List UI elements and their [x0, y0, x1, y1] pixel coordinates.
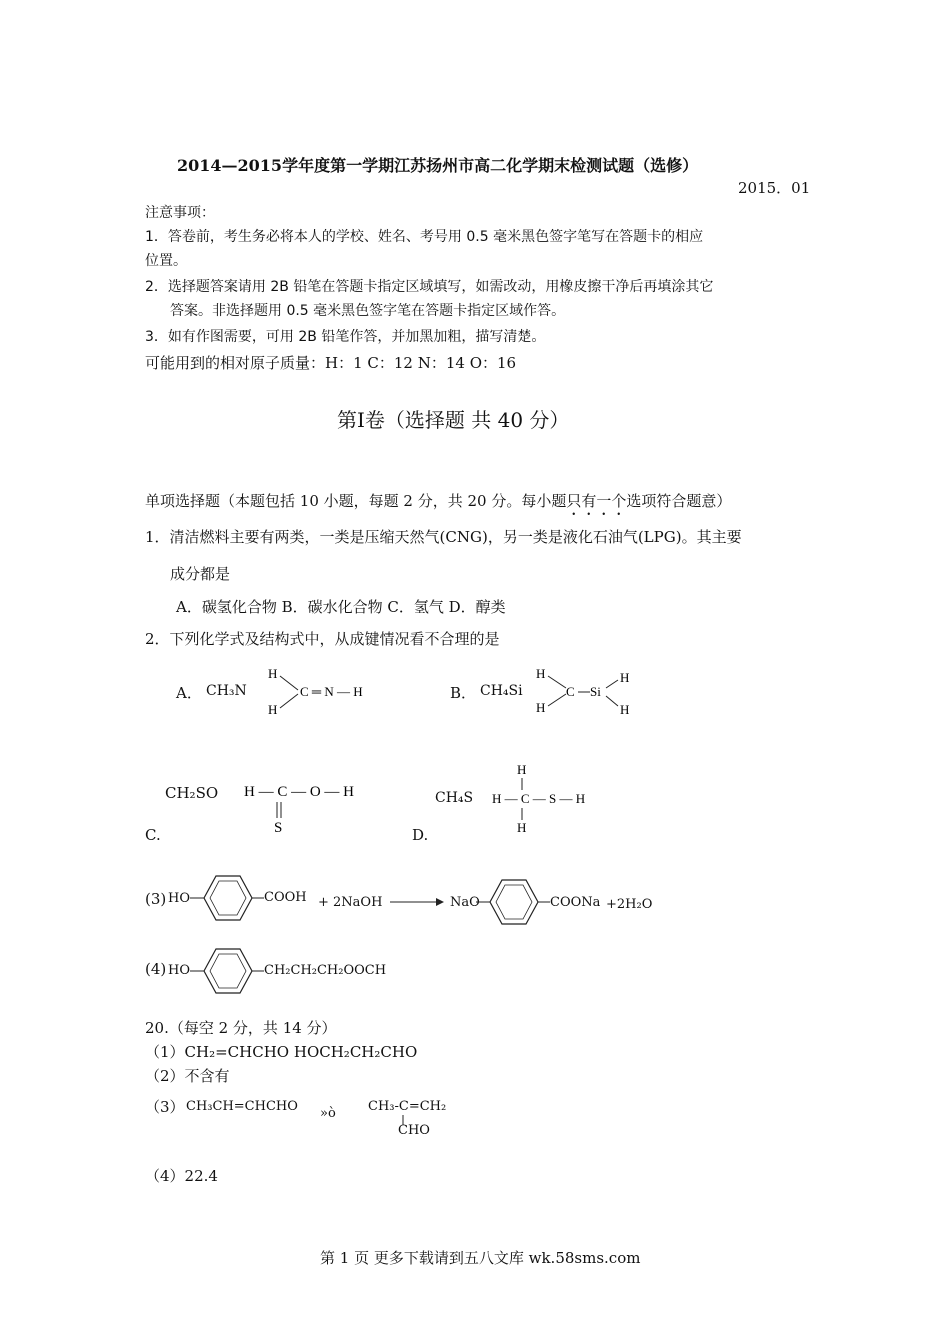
- q20-answer-3b-sub: CHO: [398, 1123, 430, 1138]
- bond: [280, 694, 298, 708]
- benzene-ring-icon: [188, 872, 268, 924]
- atomic-mass-line: 可能用到的相对原子质量：H：1 C：12 N：14 O：16: [145, 354, 517, 372]
- answer-3-cooh: COOH: [264, 890, 307, 905]
- reaction-arrow-icon: [390, 896, 446, 908]
- bond: [548, 694, 566, 706]
- d-mid-chain: H — C — S — H: [492, 791, 586, 806]
- answer-3-nao: NaO: [450, 895, 480, 910]
- q2-option-d-label: D.: [412, 826, 429, 844]
- q20-answer-3a: CH₃CH=CHCHO: [186, 1099, 298, 1114]
- q2-stem: 2．下列化学式及结构式中，从成键情况看不合理的是: [145, 630, 500, 648]
- notice-item-2: 2．选择题答案请用 2B 铅笔在答题卡指定区域填写，如需改动，用橡皮擦干净后再填涂其它: [145, 279, 714, 295]
- answer-3-coona: COONa: [550, 895, 601, 910]
- bond: [548, 676, 566, 688]
- page-title: 2014—2015学年度第一学期江苏扬州市高二化学期末检测试题（选修）: [177, 156, 699, 175]
- bond: [606, 696, 618, 706]
- q20-answer-3-label: （3）: [145, 1098, 185, 1116]
- single-choice-intro: [145, 490, 731, 519]
- atom-h: H: [268, 666, 278, 681]
- atom-h: H: [517, 762, 527, 777]
- bond: [606, 680, 618, 688]
- q2-option-b-structure: [532, 662, 642, 722]
- answer-3-ho: HO: [168, 891, 190, 906]
- answer-3-water: +2H₂O: [606, 897, 653, 912]
- q1-options: A．碳氢化合物 B．碳水化合物 C．氢气 D．醇类: [176, 598, 506, 616]
- notice-item-3: 3．如有作图需要，可用 2B 铅笔作答，并加黑加粗，描写清楚。: [145, 329, 546, 345]
- q2-option-c-label: C.: [145, 826, 161, 844]
- benzene-ring-icon: [474, 876, 554, 928]
- notice-item-2-cont: 答案。非选择题用 0.5 毫米黑色签字笔在答题卡指定区域作答。: [170, 303, 566, 319]
- q2-option-c-structure: [244, 778, 354, 838]
- q2-option-a-formula: CH₃N: [206, 683, 247, 699]
- q20-answer-3b: CH₃-C=CH₂: [368, 1099, 447, 1114]
- atom-si: Si: [590, 684, 601, 699]
- section-title: 第Ⅰ卷（选择题 共 40 分）: [337, 408, 570, 432]
- page-footer: 第 1 页 更多下载请到五八文库 wk.58sms.com: [320, 1249, 641, 1267]
- atom-s: S: [274, 820, 283, 836]
- atom-h: H: [268, 702, 278, 717]
- q2-option-b-label: B．: [450, 684, 477, 702]
- intro-main: 单项选择题（本题包括 10 小题，每题 2 分，共 20 分。每小题: [145, 492, 567, 510]
- q20-answer-1: （1）CH₂=CHCHO HOCH₂CH₂CHO: [145, 1043, 418, 1061]
- intro-tail: 选项符合题意）: [626, 492, 732, 510]
- c-top-chain: H — C — O — H: [244, 784, 354, 800]
- bond: [280, 676, 298, 690]
- q2-option-c-formula: CH₂SO: [165, 784, 219, 802]
- atom-h: H: [536, 700, 546, 715]
- answer-4-label: (4): [145, 960, 167, 978]
- q20-heading: 20.（每空 2 分，共 14 分）: [145, 1019, 337, 1037]
- notice-heading: 注意事项：: [145, 205, 215, 221]
- q20-answer-2: （2）不含有: [145, 1067, 230, 1085]
- atom-h: H: [536, 666, 546, 681]
- atom-h: H: [620, 670, 630, 685]
- atom-c: C: [566, 684, 575, 699]
- q1-stem: 1．清洁燃料主要有两类，一类是压缩天然气(CNG)，另一类是液化石油气(LPG)。其主要: [145, 528, 742, 546]
- a-double-chain: C ═ N — H: [300, 684, 363, 699]
- exam-date: 2015．01: [738, 179, 811, 197]
- q2-option-a-label: A．: [176, 684, 202, 702]
- q1-stem-cont: 成分都是: [170, 565, 231, 583]
- notice-item-1-cont: 位置。: [145, 253, 187, 269]
- q2-option-d-formula: CH₄S: [435, 790, 474, 806]
- q20-answer-4: （4）22.4: [145, 1167, 218, 1185]
- atom-h: H: [517, 820, 527, 835]
- answer-4-ho: HO: [168, 963, 190, 978]
- benzene-ring-icon: [188, 945, 268, 997]
- answer-3-naoh: + 2NaOH: [318, 895, 383, 910]
- q2-option-d-structure: [490, 760, 590, 840]
- notice-item-1: 1．答卷前，考生务必将本人的学校、姓名、考号用 0.5 毫米黑色签字笔写在答题卡的相应: [145, 229, 704, 245]
- answer-4-chain: CH₂CH₂CH₂OOCH: [264, 963, 387, 978]
- q2-option-a-structure: [260, 662, 400, 722]
- q2-option-b-formula: CH₄Si: [480, 683, 523, 699]
- q20-answer-3-sep: »ò: [320, 1106, 336, 1121]
- atom-h: H: [620, 702, 630, 717]
- answer-3-label: (3): [145, 890, 167, 908]
- intro-emphasis: 只有一个: [566, 492, 627, 510]
